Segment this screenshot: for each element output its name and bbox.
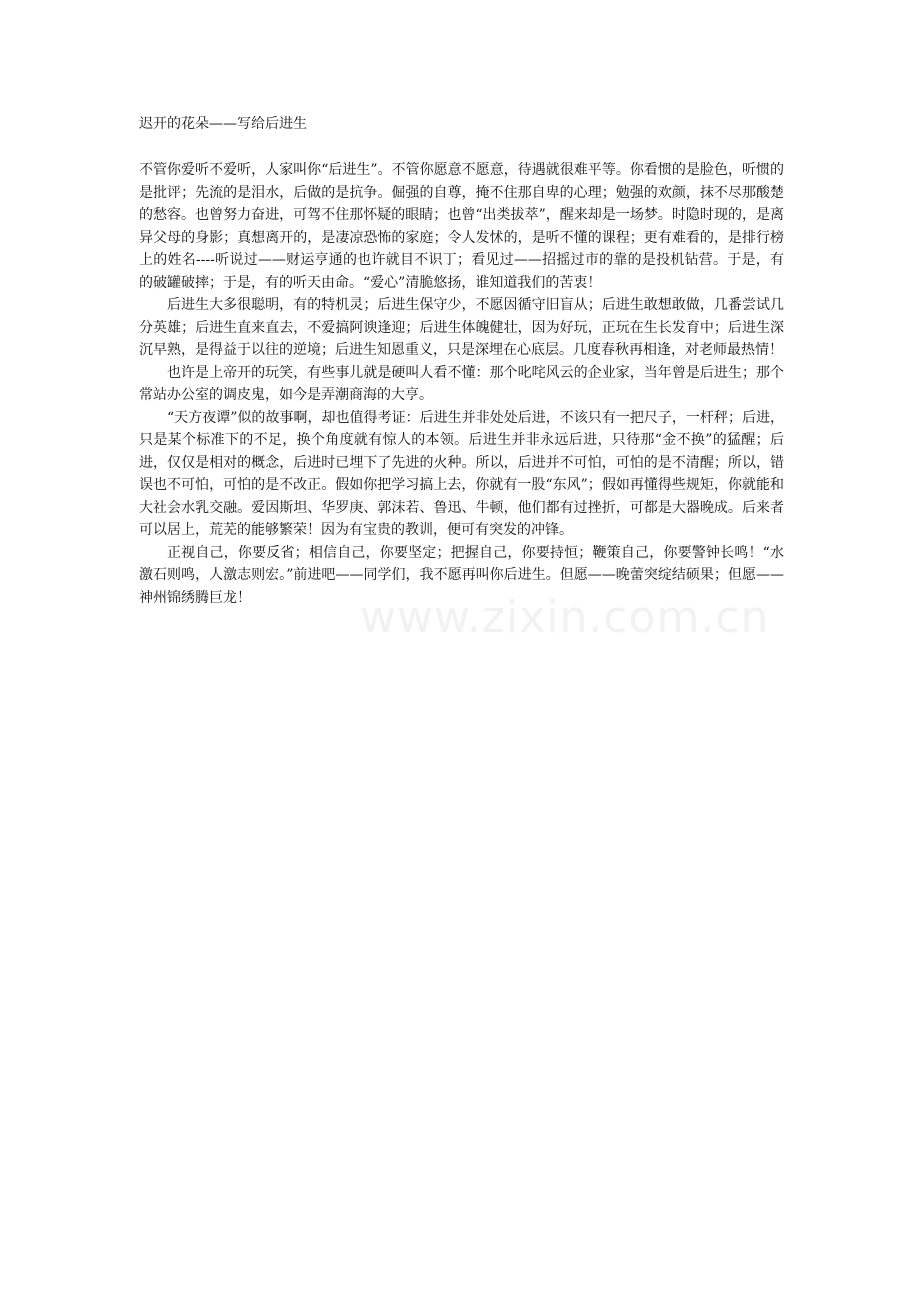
paragraph-5: 正视自己，你要反省；相信自己，你要坚定；把握自己，你要持恒；鞭策自己，你要警钟长鸣！“水激石则鸣，人激志则宏。”前进吧——同学们，我不愿再叫你后进生。但愿——晚蕾突绽结硕果；但愿——神州锦绣腾巨龙！ — [139, 544, 784, 606]
paragraph-2: 后进生大多很聪明，有的特机灵；后进生保守少，不愿因循守旧盲从；后进生敢想敢做，几番尝试几分英雄；后进生直来直去，不爱搞阿谀逢迎；后进生体魄健壮，因为好玩，正玩在生长发育中；后进生深沉早熟，是得益于以往的逆境；后进生知恩重义，只是深埋在心底层。几度春秋再相逢，对老师最热情！ — [139, 297, 784, 358]
document-title: 迟开的花朵——写给后进生 — [139, 116, 307, 132]
watermark-text: www.zixin.com.cn — [360, 592, 770, 643]
document-body — [139, 159, 784, 609]
paragraph-4: “天方夜谭”似的故事啊，却也值得考证：后进生并非处处后进，不该只有一把尺子，一杆秤；后进，只是某个标准下的不足，换个角度就有惊人的本领。后进生并非永远后进，只待那“金不换”的猛醒；后进，仅仅是相对的概念，后进时已埋下了先进的火种。所以，后进并不可怕，可怕的是不清醒；所以，错误也不可怕，可怕的是不改正。假如你把学习搞上去，你就有一股“东风”；假如再懂得些规矩，你就能和大社会水乳交融。爱因斯坦、华罗庚、郭沫若、鲁迅、牛顿，他们都有过挫折，可都是大器晚成。后来者可以居上，荒芜的能够繁荣！因为有宝贵的教训，便可有突发的冲锋。 — [139, 409, 784, 538]
paragraph-1: 不管你爱听不爱听，人家叫你“后进生”。不管你愿意不愿意，待遇就很难平等。你看惯的是脸色，听惯的是批评；先流的是泪水，后做的是抗争。倔强的自尊，掩不住那自卑的心理；勉强的欢颜，抹不尽那酸楚的愁容。也曾努力奋进，可驾不住那怀疑的眼睛；也曾“出类拔萃”，醒来却是一场梦。时隐时现的，是离异父母的身影；真想离开的，是凄凉恐怖的家庭；令人发怵的，是听不懂的课程；更有难看的，是排行榜上的姓名----听说过——财运亨通的也许就目不识丁；看见过——招摇过市的靠的是投机钻营。于是，有的破罐破摔；于是，有的听天由命。“爱心”清脆悠扬，谁知道我们的苦衷！ — [139, 162, 784, 291]
paragraph-3: 也许是上帝开的玩笑，有些事儿就是硬叫人看不懂：那个叱咤风云的企业家，当年曾是后进生；那个常站办公室的调皮鬼，如今是弄潮商海的大亨。 — [139, 364, 784, 403]
